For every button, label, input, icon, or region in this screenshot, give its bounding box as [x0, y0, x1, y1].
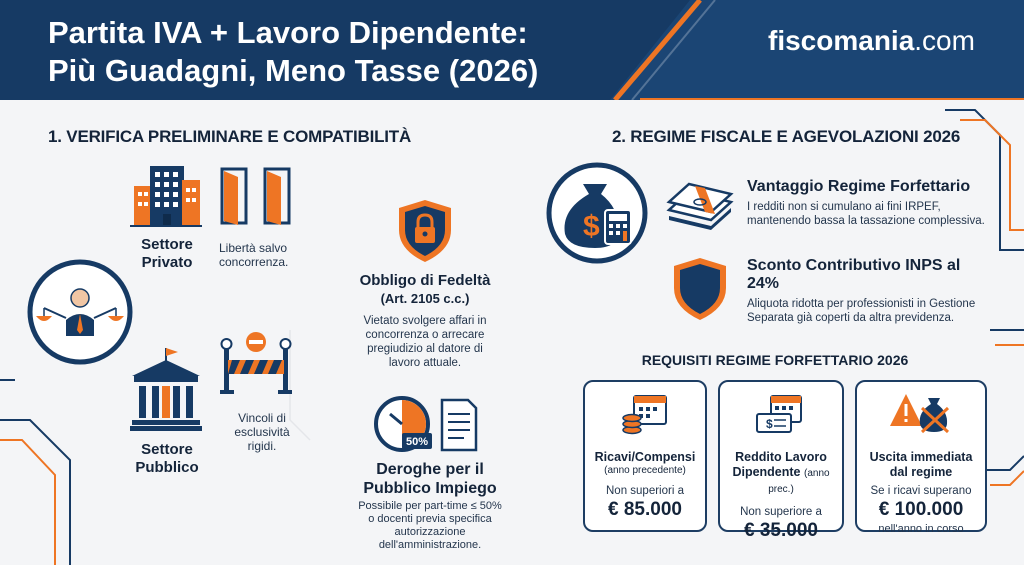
inps-title-line-2: 24% [747, 275, 780, 292]
svg-text:$: $ [583, 210, 600, 243]
card-3-title [857, 450, 985, 480]
warning-moneybag-icon [890, 390, 952, 436]
card-2-condition: Non superiore a [740, 506, 822, 518]
private-building-icon [130, 158, 202, 228]
part-time-badge: 50% [405, 436, 429, 448]
public-building-icon [130, 346, 202, 432]
card-1-subtitle: (anno precedente) [604, 465, 686, 476]
card-2-amount: € 35.000 [744, 520, 818, 541]
exceptions-desc-line-2: o docenti previa specifica [368, 513, 492, 525]
exceptions-description [340, 500, 520, 552]
exceptions-desc-line-4: dell'amministrazione. [378, 539, 482, 551]
calendar-coins-icon [620, 390, 670, 436]
public-exceptions-block [340, 460, 520, 552]
public-sector-note [222, 411, 302, 453]
inps-desc-line-2: Separata già coperti da altra previdenza. [747, 312, 955, 324]
exceptions-title-line-2: Pubblico Impiego [363, 480, 497, 497]
card-3-condition: Se i ricavi superano [870, 485, 972, 497]
loyalty-desc-line-3: pregiudizio al datore di [367, 343, 483, 355]
requirements-title: REQUISITI REGIME FORFETTARIO 2026 [641, 352, 909, 368]
private-label-line-1: Settore [141, 236, 193, 253]
forfettario-advantage-block [747, 178, 1017, 228]
private-sector-label [122, 236, 212, 272]
inps-desc-line-1: Aliquota ridotta per professionisti in Gestione [747, 298, 976, 310]
advantage-description [747, 200, 1017, 228]
loyalty-desc-line-4: lavoro attuale. [388, 357, 462, 369]
inps-discount-block [747, 257, 1017, 325]
shield-lock-icon [396, 198, 454, 264]
card-3-title-line-2: dal regime [889, 465, 953, 479]
public-note-line-1: Vincoli di [238, 411, 286, 425]
page-title-line-1: Partita IVA + Lavoro Dipendente: [48, 15, 528, 50]
page-title-line-2: Più Guadagni, Meno Tasse (2026) [48, 53, 539, 88]
open-doors-icon [218, 165, 293, 227]
public-label-line-1: Settore [141, 441, 193, 458]
public-note-line-3: rigidi. [247, 439, 277, 453]
brand-name: fiscomania [768, 25, 915, 56]
road-barrier-icon [218, 330, 294, 396]
card-1-amount: € 85.000 [608, 499, 682, 520]
money-bag-icon [543, 160, 651, 266]
exceptions-title [340, 460, 520, 498]
private-note-line-1: Libertà salvo [219, 241, 288, 255]
section-2-title: 2. REGIME FISCALE E AGEVOLAZIONI 2026 [612, 127, 961, 146]
private-label-line-2: Privato [141, 254, 193, 271]
private-note-line-2: concorrenza. [219, 255, 289, 269]
advantage-desc-line-1: I redditi non si cumulano ai fini IRPEF, [747, 201, 941, 213]
requirement-card-employee-income [718, 380, 844, 541]
requirement-card-revenue [583, 380, 707, 532]
card-3-title-line-1: Uscita immediata [869, 450, 973, 464]
card-1-condition: Non superiori a [606, 485, 684, 497]
exceptions-desc-line-3: autorizzazione [394, 526, 466, 538]
calendar-money-icon [753, 390, 809, 436]
public-label-line-2: Pubblico [135, 459, 199, 476]
advantage-title: Vantaggio Regime Forfettario [747, 178, 971, 195]
svg-text:$: $ [766, 417, 773, 431]
inps-title-line-1: Sconto Contributivo INPS al [747, 257, 961, 274]
inps-description [747, 297, 1017, 325]
card-3-amount: € 100.000 [878, 499, 964, 520]
loyalty-subtitle: (Art. 2105 c.c.) [380, 291, 470, 306]
public-note-line-2: esclusività [234, 425, 290, 439]
advantage-desc-line-2: mantenendo bassa la tassazione complessiva. [747, 215, 985, 227]
loyalty-desc-line-1: Vietato svolgere affari in [363, 315, 487, 327]
exceptions-title-line-1: Deroghe per il [376, 461, 484, 478]
shield-icon [672, 256, 728, 322]
banknotes-icon [665, 180, 735, 230]
loyalty-desc-line-2: concorrenza o arrecare [365, 329, 485, 341]
card-2-title-line-2: Dipendente [732, 465, 801, 479]
card-3-note: nell'anno in corso [878, 523, 964, 535]
worker-scales-icon [26, 258, 134, 366]
loyalty-title: Obbligo di Fedeltà [359, 272, 491, 289]
card-1-title: Ricavi/Compensi [594, 450, 696, 464]
private-sector-note [219, 241, 319, 269]
card-2-title-line-1: Reddito Lavoro [735, 450, 827, 464]
card-2-title [720, 450, 842, 497]
inps-title [747, 257, 1017, 293]
requirement-card-exit [855, 380, 987, 535]
exceptions-desc-line-1: Possibile per part-time ≤ 50% [358, 500, 502, 512]
loyalty-obligation-block [340, 272, 510, 370]
section-1-title: 1. VERIFICA PRELIMINARE E COMPATIBILITÀ [48, 127, 412, 146]
part-time-clock-icon [372, 396, 482, 454]
public-sector-label [122, 441, 212, 477]
brand-domain: .com [914, 25, 975, 56]
loyalty-description [340, 314, 510, 370]
card-2-subtitle: (anno prec.) [768, 468, 830, 495]
